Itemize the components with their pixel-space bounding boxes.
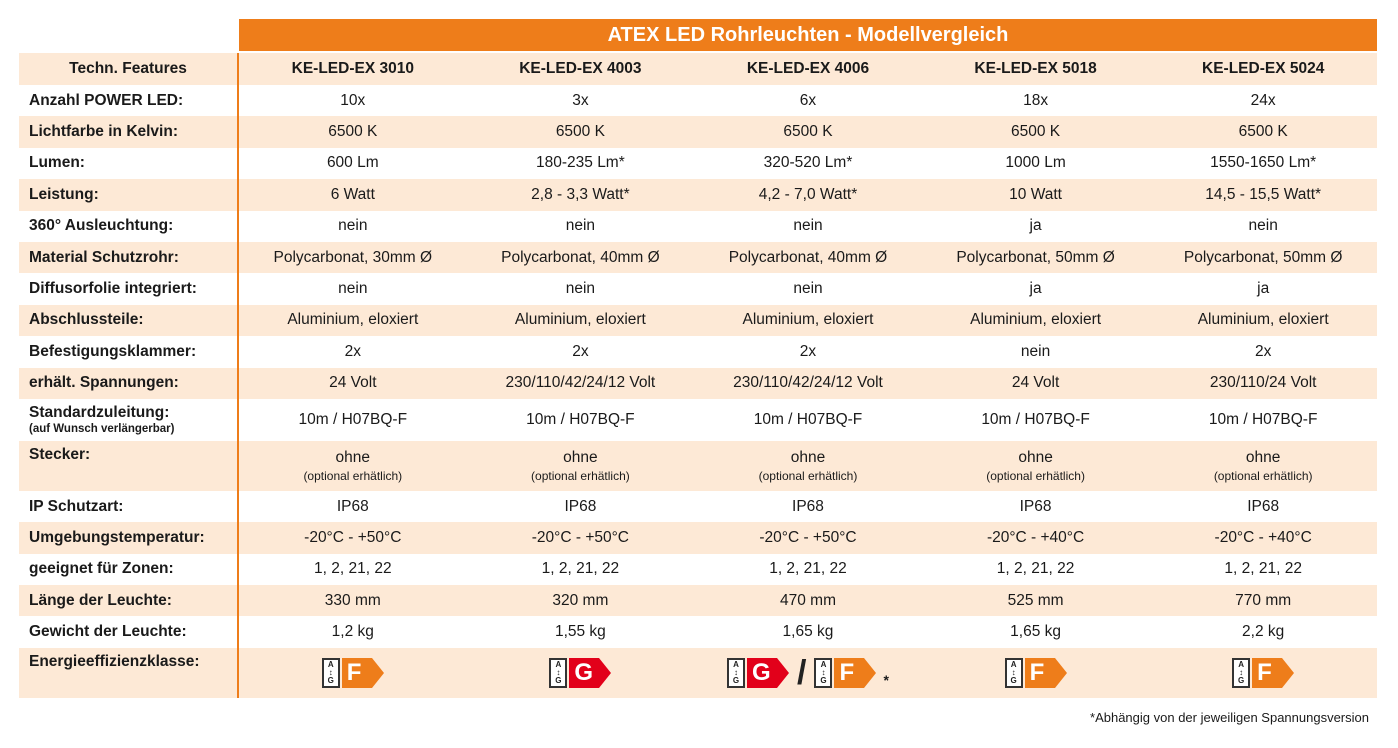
table-cell xyxy=(1149,211,1377,242)
row-label-text: Leistung: xyxy=(29,185,99,203)
table-cell xyxy=(1149,179,1377,210)
cell-value: 24x xyxy=(1250,91,1276,109)
row-label-text: Standardzuleitung: xyxy=(29,404,170,422)
table-cell xyxy=(1149,441,1377,491)
table-row xyxy=(19,491,1377,522)
table-row xyxy=(19,441,1377,491)
table-cell xyxy=(922,148,1150,179)
table-row xyxy=(19,616,1377,647)
table-cell xyxy=(1149,85,1377,116)
cell-value: IP68 xyxy=(792,497,824,515)
table-cell xyxy=(1149,585,1377,616)
energy-class-letter: F xyxy=(1029,658,1045,686)
table-cell xyxy=(922,585,1150,616)
energy-class-badge xyxy=(814,658,876,688)
row-label xyxy=(19,116,239,147)
cell-value: 1, 2, 21, 22 xyxy=(541,560,620,578)
cell-value: Polycarbonat, 30mm Ø xyxy=(273,248,433,266)
cell-value: nein xyxy=(793,217,823,235)
row-label xyxy=(19,179,239,210)
row-label-text: Länge der Leuchte: xyxy=(29,591,172,609)
energy-row xyxy=(19,648,1377,698)
energy-class-arrow xyxy=(569,658,611,688)
scale-bottom-letter: G xyxy=(1238,675,1245,685)
cell-value: 230/110/42/24/12 Volt xyxy=(505,374,656,392)
row-label-text: Material Schutzrohr: xyxy=(29,248,179,266)
cell-value: 10m / H07BQ-F xyxy=(1208,410,1318,428)
table-cell xyxy=(1149,242,1377,273)
model-header: KE-LED-EX 4006 xyxy=(746,60,870,77)
cell-value: 6500 K xyxy=(328,123,378,141)
table-cell xyxy=(922,368,1150,399)
cell-value: ja xyxy=(1029,217,1042,235)
table-cell xyxy=(467,491,695,522)
cell-value: 1000 Lm xyxy=(1005,154,1066,172)
energy-class-arrow xyxy=(747,658,789,688)
table-cell xyxy=(922,211,1150,242)
cell-value: Polycarbonat, 50mm Ø xyxy=(1183,248,1343,266)
energy-label-text: Energieeffizienzklasse: xyxy=(29,652,200,670)
cell-value: ohne xyxy=(1245,448,1281,466)
cell-value: Polycarbonat, 50mm Ø xyxy=(956,248,1115,266)
table-row xyxy=(19,368,1377,399)
energy-class-arrow xyxy=(834,658,876,688)
cell-value: ohne xyxy=(563,448,598,466)
energy-separator: / xyxy=(797,653,807,692)
table-cell xyxy=(467,273,695,304)
scale-bottom-letter: G xyxy=(820,675,827,685)
table-cell xyxy=(467,242,695,273)
table-cell xyxy=(239,441,467,491)
cell-value: 6 Watt xyxy=(330,185,375,203)
cell-value: -20°C - +40°C xyxy=(1214,528,1312,546)
row-label xyxy=(19,85,239,116)
row-label xyxy=(19,616,239,647)
table-title: ATEX LED Rohrleuchten - Modellvergleich xyxy=(239,19,1377,53)
table-cell xyxy=(467,116,695,147)
scale-bottom-letter: G xyxy=(555,675,562,685)
table-cell xyxy=(694,116,922,147)
table-cell xyxy=(239,368,467,399)
table-cell xyxy=(239,522,467,553)
scale-bottom-letter: G xyxy=(732,675,740,685)
row-label-text: IP Schutzart: xyxy=(29,497,124,515)
cell-value: 2x xyxy=(1254,342,1272,360)
row-label-text: Stecker: xyxy=(29,445,91,463)
cell-value: Aluminium, eloxiert xyxy=(742,311,874,329)
cell-value: 2x xyxy=(799,342,817,360)
cell-value: 6500 K xyxy=(555,123,605,141)
cell-value: nein xyxy=(1020,342,1051,360)
table-cell xyxy=(1149,305,1377,336)
table-cell xyxy=(467,399,695,441)
table-cell xyxy=(922,441,1150,491)
table-cell xyxy=(694,273,922,304)
table-cell xyxy=(922,116,1150,147)
energy-class-badge xyxy=(727,658,789,688)
table-cell xyxy=(239,85,467,116)
table-row xyxy=(19,116,1377,147)
table-cell xyxy=(922,491,1150,522)
table-cell xyxy=(694,585,922,616)
table-cell xyxy=(239,116,467,147)
cell-value: Aluminium, eloxiert xyxy=(1197,311,1329,329)
scale-arrow-icon: ↕ xyxy=(734,667,739,677)
header-label: Techn. Features xyxy=(19,53,239,85)
table-cell xyxy=(1149,399,1377,441)
table-row xyxy=(19,399,1377,441)
cell-value: 2,8 - 3,3 Watt* xyxy=(531,185,630,203)
row-label xyxy=(19,148,239,179)
table-row xyxy=(19,85,1377,116)
cell-value: ohne xyxy=(1018,448,1053,466)
row-label xyxy=(19,522,239,553)
cell-value: 320 mm xyxy=(552,591,609,609)
cell-value: 10m / H07BQ-F xyxy=(298,410,408,428)
cell-value: ohne xyxy=(335,448,371,466)
cell-value: nein xyxy=(338,280,368,298)
energy-scale-icon xyxy=(1005,658,1023,688)
cell-value: 6x xyxy=(799,91,817,109)
energy-cell xyxy=(694,648,922,698)
cell-value: Polycarbonat, 40mm Ø xyxy=(501,248,660,266)
energy-class-badge xyxy=(1005,658,1067,688)
table-cell xyxy=(694,336,922,367)
table-cell xyxy=(239,305,467,336)
cell-value: 18x xyxy=(1023,91,1049,109)
scale-arrow-icon: ↕ xyxy=(1011,667,1016,677)
energy-class-arrow xyxy=(1252,658,1294,688)
cell-value: 1,65 kg xyxy=(782,623,834,641)
cell-value: nein xyxy=(565,217,596,235)
cell-value: ja xyxy=(1029,280,1042,298)
cell-value: IP68 xyxy=(336,497,369,515)
table-cell xyxy=(467,85,695,116)
cell-subvalue: (optional erhätlich) xyxy=(986,468,1085,483)
cell-value: IP68 xyxy=(564,497,597,515)
scale-bottom-letter: G xyxy=(1010,675,1017,685)
table-cell xyxy=(922,179,1150,210)
row-label xyxy=(19,305,239,336)
cell-value: 1,55 kg xyxy=(554,623,606,641)
row-label xyxy=(19,441,239,491)
table-cell xyxy=(239,211,467,242)
table-cell xyxy=(694,148,922,179)
scale-arrow-icon: ↕ xyxy=(821,667,826,677)
model-header: KE-LED-EX 5018 xyxy=(974,60,1097,77)
footnote: *Abhängig von der jeweiligen Spannungsversion xyxy=(1090,710,1369,725)
cell-value: 525 mm xyxy=(1007,591,1064,609)
energy-badges xyxy=(1005,658,1067,688)
scale-top-letter: A xyxy=(555,659,562,669)
table-cell xyxy=(922,616,1150,647)
table-cell xyxy=(694,368,922,399)
cell-value: 24 Volt xyxy=(329,374,377,392)
cell-value: 6500 K xyxy=(1011,123,1061,141)
scale-top-letter: A xyxy=(820,659,827,669)
table-cell xyxy=(694,554,922,585)
energy-class-arrow xyxy=(342,658,384,688)
row-label-text: 360° Ausleuchtung: xyxy=(29,217,174,235)
energy-scale-icon xyxy=(1232,658,1250,688)
table-cell xyxy=(1149,336,1377,367)
table-cell xyxy=(694,616,922,647)
table-row xyxy=(19,148,1377,179)
table-cell xyxy=(467,368,695,399)
energy-cell xyxy=(467,648,695,698)
cell-value: 1,2 kg xyxy=(331,623,374,641)
energy-label xyxy=(19,648,239,698)
table-row xyxy=(19,554,1377,585)
cell-value: 24 Volt xyxy=(1011,374,1060,392)
energy-scale-icon xyxy=(727,658,745,688)
table-cell xyxy=(1149,616,1377,647)
row-label xyxy=(19,491,239,522)
table-cell xyxy=(467,554,695,585)
table-cell xyxy=(467,148,695,179)
table-body xyxy=(19,53,1377,698)
row-label-text: Anzahl POWER LED: xyxy=(29,91,184,109)
cell-value: 2,2 kg xyxy=(1242,623,1285,641)
table-cell xyxy=(467,585,695,616)
row-label-text: Abschlussteile: xyxy=(29,311,144,329)
table-row xyxy=(19,522,1377,553)
cell-value: 1, 2, 21, 22 xyxy=(1224,560,1302,578)
model-header: KE-LED-EX 3010 xyxy=(291,60,414,77)
scale-top-letter: A xyxy=(1238,659,1245,669)
table-row xyxy=(19,336,1377,367)
table-cell xyxy=(467,441,695,491)
table-cell xyxy=(239,491,467,522)
table-cell xyxy=(467,336,695,367)
table-cell xyxy=(922,522,1150,553)
cell-value: 10 Watt xyxy=(1009,185,1062,203)
cell-value: 10x xyxy=(340,91,366,109)
cell-value: -20°C - +50°C xyxy=(759,528,857,546)
table-cell xyxy=(467,305,695,336)
table-cell xyxy=(239,585,467,616)
cell-value: nein xyxy=(1248,217,1278,235)
table-cell xyxy=(239,399,467,441)
table-cell xyxy=(1149,148,1377,179)
cell-value: 1, 2, 21, 22 xyxy=(314,560,392,578)
table-cell xyxy=(694,211,922,242)
cell-value: 2x xyxy=(344,342,361,360)
cell-value: Aluminium, eloxiert xyxy=(287,311,419,329)
cell-value: 1,65 kg xyxy=(1010,623,1061,641)
energy-class-letter: F xyxy=(839,658,855,686)
energy-class-letter: G xyxy=(574,658,594,686)
energy-badges xyxy=(549,658,611,688)
table-cell xyxy=(922,336,1150,367)
table-cell xyxy=(239,554,467,585)
row-label-text: geeignet für Zonen: xyxy=(29,560,174,578)
energy-badges xyxy=(1232,658,1294,688)
row-label-text: Lumen: xyxy=(29,154,85,172)
table-cell xyxy=(239,242,467,273)
table-cell xyxy=(1149,491,1377,522)
table-cell xyxy=(694,522,922,553)
table-cell xyxy=(922,399,1150,441)
table-cell xyxy=(467,179,695,210)
cell-value: 10m / H07BQ-F xyxy=(753,410,863,428)
table-cell xyxy=(467,211,695,242)
table-row xyxy=(19,211,1377,242)
cell-value: IP68 xyxy=(1247,497,1280,515)
cell-value: 3x xyxy=(572,91,589,109)
scale-top-letter: A xyxy=(733,659,739,669)
table-cell xyxy=(467,522,695,553)
cell-value: 180-235 Lm* xyxy=(536,154,625,172)
cell-value: -20°C - +50°C xyxy=(304,528,402,546)
energy-scale-icon xyxy=(814,658,832,688)
table-cell xyxy=(694,85,922,116)
energy-badges xyxy=(322,658,384,688)
cell-subvalue: (optional erhätlich) xyxy=(303,468,403,483)
cell-value: 230/110/42/24/12 Volt xyxy=(733,374,883,392)
scale-arrow-icon: ↕ xyxy=(556,667,561,677)
cell-subvalue: (optional erhätlich) xyxy=(1213,468,1313,483)
table-cell xyxy=(694,491,922,522)
row-label xyxy=(19,242,239,273)
energy-class-letter: F xyxy=(346,658,362,686)
scale-bottom-letter: G xyxy=(327,675,334,685)
table-cell xyxy=(239,179,467,210)
title-row xyxy=(19,19,1377,53)
cell-value: ohne xyxy=(790,448,826,466)
cell-value: nein xyxy=(565,280,596,298)
cell-value: Polycarbonat, 40mm Ø xyxy=(728,248,888,266)
table-cell xyxy=(694,179,922,210)
row-sublabel: (auf Wunsch verlängerbar) xyxy=(29,423,175,436)
cell-value: 600 Lm xyxy=(326,154,379,172)
row-label xyxy=(19,368,239,399)
cell-value: 10m / H07BQ-F xyxy=(526,410,635,428)
table-cell xyxy=(694,399,922,441)
table-cell xyxy=(922,305,1150,336)
cell-value: 10m / H07BQ-F xyxy=(981,410,1090,428)
cell-value: Aluminium, eloxiert xyxy=(970,311,1102,329)
row-label-text: Diffusorfolie integriert: xyxy=(29,280,197,298)
title-spacer xyxy=(19,19,239,53)
scale-arrow-icon: ↕ xyxy=(1239,667,1244,677)
cell-value: 230/110/24 Volt xyxy=(1209,374,1317,392)
cell-value: Aluminium, eloxiert xyxy=(514,311,646,329)
row-label xyxy=(19,273,239,304)
row-label xyxy=(19,554,239,585)
header-row xyxy=(19,53,1377,85)
table-cell xyxy=(922,242,1150,273)
model-header: KE-LED-EX 4003 xyxy=(519,60,642,77)
table-cell xyxy=(239,148,467,179)
table-cell xyxy=(922,85,1150,116)
table-cell xyxy=(239,616,467,647)
energy-badges xyxy=(727,653,889,692)
table-cell xyxy=(1149,554,1377,585)
cell-subvalue: (optional erhätlich) xyxy=(758,468,858,483)
model-header: KE-LED-EX 5024 xyxy=(1202,60,1325,77)
scale-top-letter: A xyxy=(1010,659,1017,669)
row-label-text: erhält. Spannungen: xyxy=(29,374,179,392)
table-cell xyxy=(922,273,1150,304)
table-cell xyxy=(922,554,1150,585)
energy-footnote-star: * xyxy=(883,671,889,688)
table-cell xyxy=(1149,522,1377,553)
table-cell xyxy=(1149,273,1377,304)
table-cell xyxy=(467,616,695,647)
cell-value: 4,2 - 7,0 Watt* xyxy=(758,185,858,203)
scale-top-letter: A xyxy=(327,659,334,669)
energy-class-letter: G xyxy=(752,658,771,686)
energy-class-badge xyxy=(322,658,384,688)
row-label-text: Gewicht der Leuchte: xyxy=(29,623,187,641)
energy-class-badge xyxy=(549,658,611,688)
table-cell xyxy=(1149,368,1377,399)
row-label-text: Befestigungsklammer: xyxy=(29,342,197,360)
energy-cell xyxy=(239,648,467,698)
table-row xyxy=(19,585,1377,616)
cell-value: -20°C - +40°C xyxy=(986,528,1085,546)
table-cell xyxy=(1149,116,1377,147)
table-cell xyxy=(239,336,467,367)
cell-value: 6500 K xyxy=(1238,123,1288,141)
comparison-table xyxy=(19,19,1377,698)
cell-value: nein xyxy=(793,280,823,298)
cell-value: 1, 2, 21, 22 xyxy=(769,560,847,578)
row-label-text: Lichtfarbe in Kelvin: xyxy=(29,123,178,141)
cell-value: 770 mm xyxy=(1235,591,1292,609)
energy-class-letter: F xyxy=(1257,658,1272,686)
energy-class-arrow xyxy=(1025,658,1067,688)
energy-scale-icon xyxy=(322,658,340,688)
table-cell xyxy=(694,305,922,336)
table-row xyxy=(19,305,1377,336)
table-cell xyxy=(694,441,922,491)
energy-scale-icon xyxy=(549,658,567,688)
cell-value: 2x xyxy=(572,342,589,360)
table-cell xyxy=(239,273,467,304)
cell-subvalue: (optional erhätlich) xyxy=(531,468,630,483)
cell-value: 1, 2, 21, 22 xyxy=(996,560,1075,578)
energy-cell xyxy=(1149,648,1377,698)
cell-value: nein xyxy=(338,217,368,235)
table-row xyxy=(19,273,1377,304)
cell-value: ja xyxy=(1257,280,1270,298)
cell-value: 6500 K xyxy=(783,123,833,141)
cell-value: 320-520 Lm* xyxy=(763,154,853,172)
table-row xyxy=(19,242,1377,273)
cell-value: IP68 xyxy=(1019,497,1052,515)
table-cell xyxy=(694,242,922,273)
cell-value: 14,5 - 15,5 Watt* xyxy=(1205,185,1322,203)
energy-cell xyxy=(922,648,1150,698)
row-label-text: Umgebungstemperatur: xyxy=(29,528,205,546)
cell-value: 330 mm xyxy=(324,591,381,609)
table-row xyxy=(19,179,1377,210)
row-label xyxy=(19,211,239,242)
cell-value: 470 mm xyxy=(779,591,836,609)
row-label xyxy=(19,336,239,367)
scale-arrow-icon: ↕ xyxy=(328,667,333,677)
cell-value: 1550-1650 Lm* xyxy=(1210,154,1317,172)
cell-value: -20°C - +50°C xyxy=(531,528,630,546)
row-label xyxy=(19,399,239,441)
energy-class-badge xyxy=(1232,658,1294,688)
row-label xyxy=(19,585,239,616)
